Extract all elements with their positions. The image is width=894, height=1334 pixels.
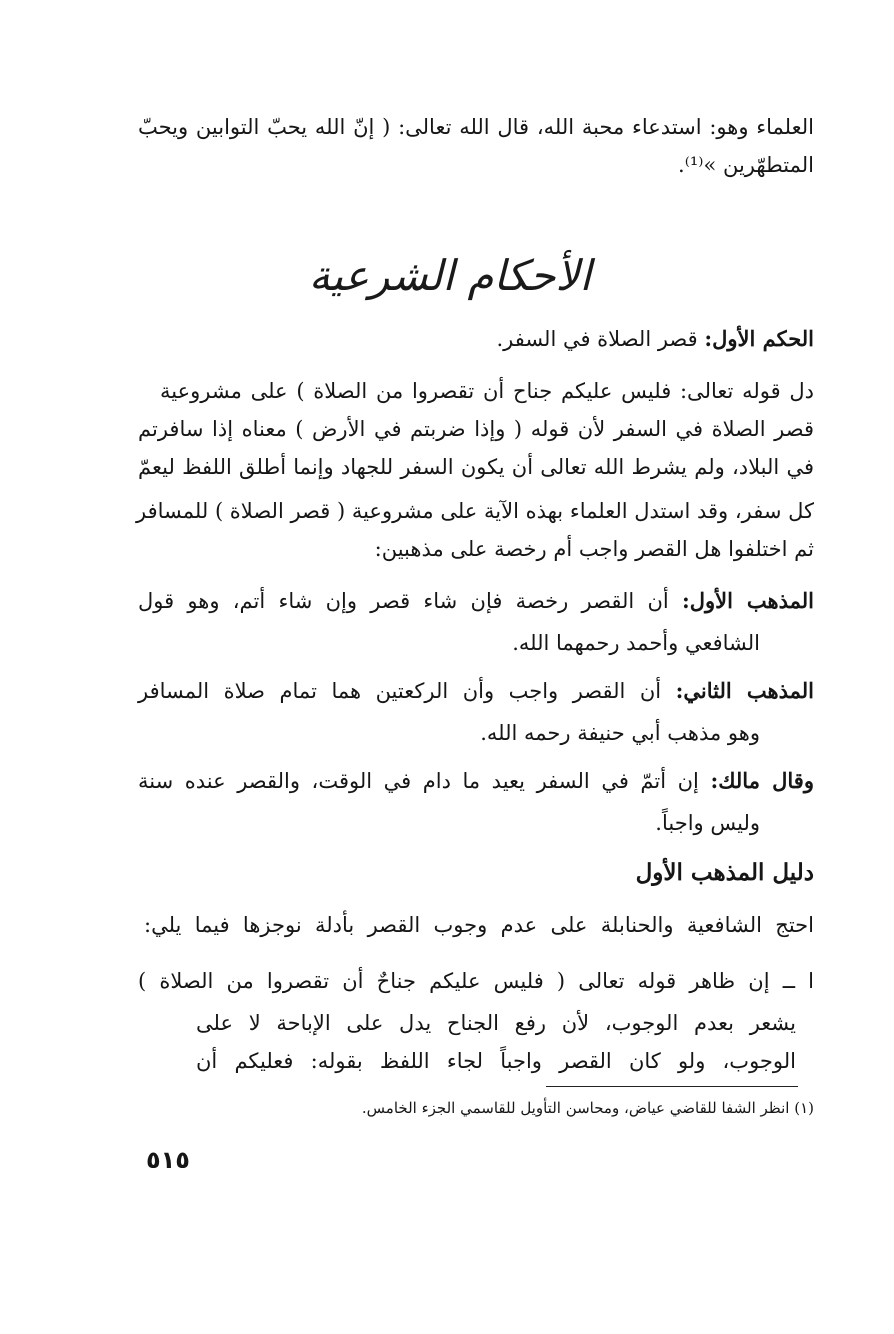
madhhab-2-text: أن القصر واجب وأن الركعتين هما تمام صلاة المسافر	[138, 679, 662, 703]
madhhab-2-line-1	[138, 672, 814, 710]
paragraph-line: قصر الصلاة في السفر لأن قوله ( وإذا ضربتم في الأرض ) معناه إذا سافرتم	[138, 417, 814, 441]
evidence-heading: دليل المذهب الأول	[635, 859, 814, 886]
point-1-line-2: يشعر بعدم الوجوب، لأن رفع الجناح يدل على الإباحة لا على	[196, 1011, 796, 1035]
point-1-line-3: الوجوب، ولو كان القصر واجباً لجاء اللفظ بقوله: فعليكم أن	[196, 1049, 796, 1073]
footnote-divider	[546, 1086, 798, 1087]
footnote: (١) انظر الشفا للقاضي عياض، ومحاسن التأويل للقاسمي الجزء الخامس.	[361, 1099, 814, 1117]
malik-text: إن أتمّ في السفر يعيد ما دام في الوقت، والقصر عنده سنة	[138, 769, 699, 793]
paragraph-line: دل قوله تعالى: فليس عليكم جناح أن تقصروا من الصلاة ) على مشروعية	[160, 379, 814, 403]
madhhab-1-line-1	[138, 582, 814, 620]
evidence-intro: احتج الشافعية والحنابلة على عدم وجوب القصر بأدلة نوجزها فيما يلي:	[144, 913, 814, 937]
ruling-heading	[138, 320, 814, 358]
intro-line-2: المتطهّرين »⁽¹⁾.	[678, 153, 814, 177]
malik-line-2: وليس واجباً.	[655, 811, 760, 835]
madhhab-1-text: أن القصر رخصة فإن شاء قصر وإن شاء أتم، وهو قول	[138, 589, 669, 613]
intro-line-1: العلماء وهو: استدعاء محبة الله، قال الله تعالى: ( إنّ الله يحبّ التوابين ويحبّ	[138, 115, 814, 139]
section-title: الأحكام الشرعية	[308, 251, 592, 300]
paragraph-line: في البلاد، ولم يشرط الله تعالى أن يكون السفر للجهاد وإنما أطلق اللفظ ليعمّ	[138, 455, 814, 479]
paragraph-line: كل سفر، وقد استدل العلماء بهذه الآية على مشروعية ( قصر الصلاة ) للمسافر	[136, 499, 814, 523]
madhhab-1-line-2: الشافعي وأحمد رحمهما الله.	[512, 631, 760, 655]
ruling-heading-label: الحكم الأول:	[704, 326, 814, 351]
malik-label: وقال مالك:	[710, 768, 814, 793]
point-1-line-1: ا ــ إن ظاهر قوله تعالى ( فليس عليكم جناحٌ أن تقصروا من الصلاة )	[138, 969, 814, 993]
paragraph-line: ثم اختلفوا هل القصر واجب أم رخصة على مذهبين:	[374, 537, 814, 561]
madhhab-2-line-2: وهو مذهب أبي حنيفة رحمه الله.	[480, 721, 760, 745]
malik-line-1	[138, 762, 814, 800]
madhhab-2-label: المذهب الثاني:	[675, 678, 814, 703]
page-number: ٥١٥	[146, 1146, 190, 1174]
ruling-heading-text: قصر الصلاة في السفر.	[496, 327, 698, 351]
madhhab-1-label: المذهب الأول:	[682, 588, 814, 613]
